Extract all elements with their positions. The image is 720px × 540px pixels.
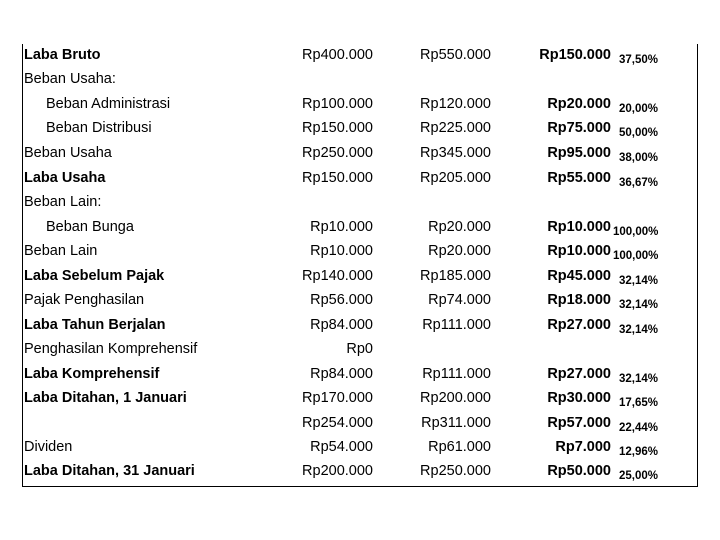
- row-label: Laba Tahun Berjalan: [24, 317, 166, 333]
- value-year-2: Rp250.000: [420, 463, 491, 479]
- value-year-1: Rp84.000: [310, 366, 373, 382]
- percent-change: 100,00%: [613, 250, 659, 262]
- row-label: Laba Ditahan, 31 Januari: [24, 463, 195, 479]
- row-label: Beban Lain:: [24, 194, 102, 210]
- row-pajak-penghasilan: [23, 288, 697, 312]
- value-year-2: Rp120.000: [420, 96, 491, 112]
- value-year-2: Rp20.000: [428, 219, 491, 235]
- value-change: Rp20.000: [547, 96, 611, 112]
- row-beban-lain-header: [23, 190, 697, 214]
- percent-change: 20,00%: [619, 103, 659, 115]
- percent-change: 17,65%: [619, 397, 659, 409]
- percent-change: 100,00%: [613, 226, 659, 238]
- row-laba-bruto: [23, 43, 697, 67]
- row-laba-komprehensif: [23, 362, 697, 386]
- row-beban-usaha-header: [23, 67, 697, 91]
- percent-change: 37,50%: [619, 54, 659, 66]
- value-year-1: Rp0: [346, 341, 373, 357]
- value-change: Rp30.000: [547, 390, 611, 406]
- value-year-1: Rp170.000: [302, 390, 373, 406]
- value-year-1: Rp250.000: [302, 145, 373, 161]
- value-change: Rp10.000: [547, 219, 611, 235]
- row-label: Laba Sebelum Pajak: [24, 268, 165, 284]
- row-beban-bunga: [23, 215, 697, 239]
- row-label: Beban Distribusi: [46, 120, 152, 136]
- value-year-1: Rp56.000: [310, 292, 373, 308]
- value-year-1: Rp254.000: [302, 415, 373, 431]
- row-laba-sebelum-pajak: [23, 264, 697, 288]
- value-year-2: Rp61.000: [428, 439, 491, 455]
- row-label: Beban Lain: [24, 243, 98, 259]
- percent-change: 25,00%: [619, 470, 659, 482]
- value-change: Rp75.000: [547, 120, 611, 136]
- percent-change: 50,00%: [619, 127, 659, 139]
- row-beban-usaha-total: [23, 141, 697, 165]
- row-label: Laba Ditahan, 1 Januari: [24, 390, 187, 406]
- row-label: Laba Komprehensif: [24, 366, 160, 382]
- row-subtotal: [23, 411, 697, 435]
- row-label: Beban Usaha:: [24, 71, 116, 87]
- percent-change: 38,00%: [619, 152, 659, 164]
- value-year-1: Rp84.000: [310, 317, 373, 333]
- row-laba-ditahan-1-januari: [23, 386, 697, 410]
- value-year-2: Rp311.000: [421, 415, 491, 431]
- row-penghasilan-komprehensif: [23, 337, 697, 361]
- value-year-1: Rp10.000: [310, 243, 373, 259]
- value-year-1: Rp200.000: [302, 463, 373, 479]
- value-year-2: Rp200.000: [420, 390, 491, 406]
- value-year-2: Rp550.000: [420, 47, 491, 63]
- value-year-2: Rp20.000: [428, 243, 491, 259]
- value-year-2: Rp205.000: [420, 170, 491, 186]
- row-label: Penghasilan Komprehensif: [24, 341, 198, 357]
- value-year-1: Rp54.000: [310, 439, 373, 455]
- value-year-1: Rp140.000: [302, 268, 373, 284]
- value-year-1: Rp400.000: [302, 47, 373, 63]
- row-label: Dividen: [24, 439, 73, 455]
- row-laba-ditahan-31-januari: [23, 459, 697, 483]
- income-statement-table: [22, 44, 698, 487]
- percent-change: 32,14%: [619, 275, 659, 287]
- value-change: Rp50.000: [547, 463, 611, 479]
- row-beban-distribusi: [23, 116, 697, 140]
- value-change: Rp150.000: [539, 47, 611, 63]
- value-year-2: Rp111.000: [422, 317, 491, 333]
- percent-change: 12,96%: [619, 446, 659, 458]
- value-year-2: Rp74.000: [428, 292, 491, 308]
- value-change: Rp18.000: [547, 292, 611, 308]
- percent-change: 22,44%: [619, 422, 659, 434]
- value-year-1: Rp100.000: [302, 96, 373, 112]
- row-dividen: [23, 435, 697, 459]
- value-change: Rp10.000: [547, 243, 611, 259]
- value-year-2: Rp185.000: [420, 268, 491, 284]
- percent-change: 32,14%: [619, 299, 659, 311]
- value-change: Rp95.000: [547, 145, 611, 161]
- row-label: Beban Administrasi: [46, 96, 171, 112]
- row-label: Beban Usaha: [24, 145, 112, 161]
- value-change: Rp57.000: [547, 415, 611, 431]
- value-change: Rp7.000: [555, 439, 611, 455]
- value-year-2: Rp345.000: [420, 145, 491, 161]
- value-year-1: Rp10.000: [310, 219, 373, 235]
- percent-change: 36,67%: [619, 177, 659, 189]
- row-label: Beban Bunga: [46, 219, 134, 235]
- value-year-1: Rp150.000: [302, 120, 373, 136]
- row-beban-administrasi: [23, 92, 697, 116]
- percent-change: 32,14%: [619, 324, 659, 336]
- value-year-2: Rp225.000: [420, 120, 491, 136]
- row-laba-usaha: [23, 166, 697, 190]
- value-change: Rp55.000: [547, 170, 611, 186]
- row-beban-lain-total: [23, 239, 697, 263]
- row-laba-tahun-berjalan: [23, 313, 697, 337]
- row-label: Pajak Penghasilan: [24, 292, 145, 308]
- value-year-2: Rp111.000: [422, 366, 491, 382]
- value-change: Rp27.000: [547, 366, 611, 382]
- row-label: Laba Bruto: [24, 47, 101, 63]
- percent-change: 32,14%: [619, 373, 659, 385]
- value-change: Rp27.000: [547, 317, 611, 333]
- value-year-1: Rp150.000: [302, 170, 373, 186]
- row-label: Laba Usaha: [24, 170, 106, 186]
- value-change: Rp45.000: [547, 268, 611, 284]
